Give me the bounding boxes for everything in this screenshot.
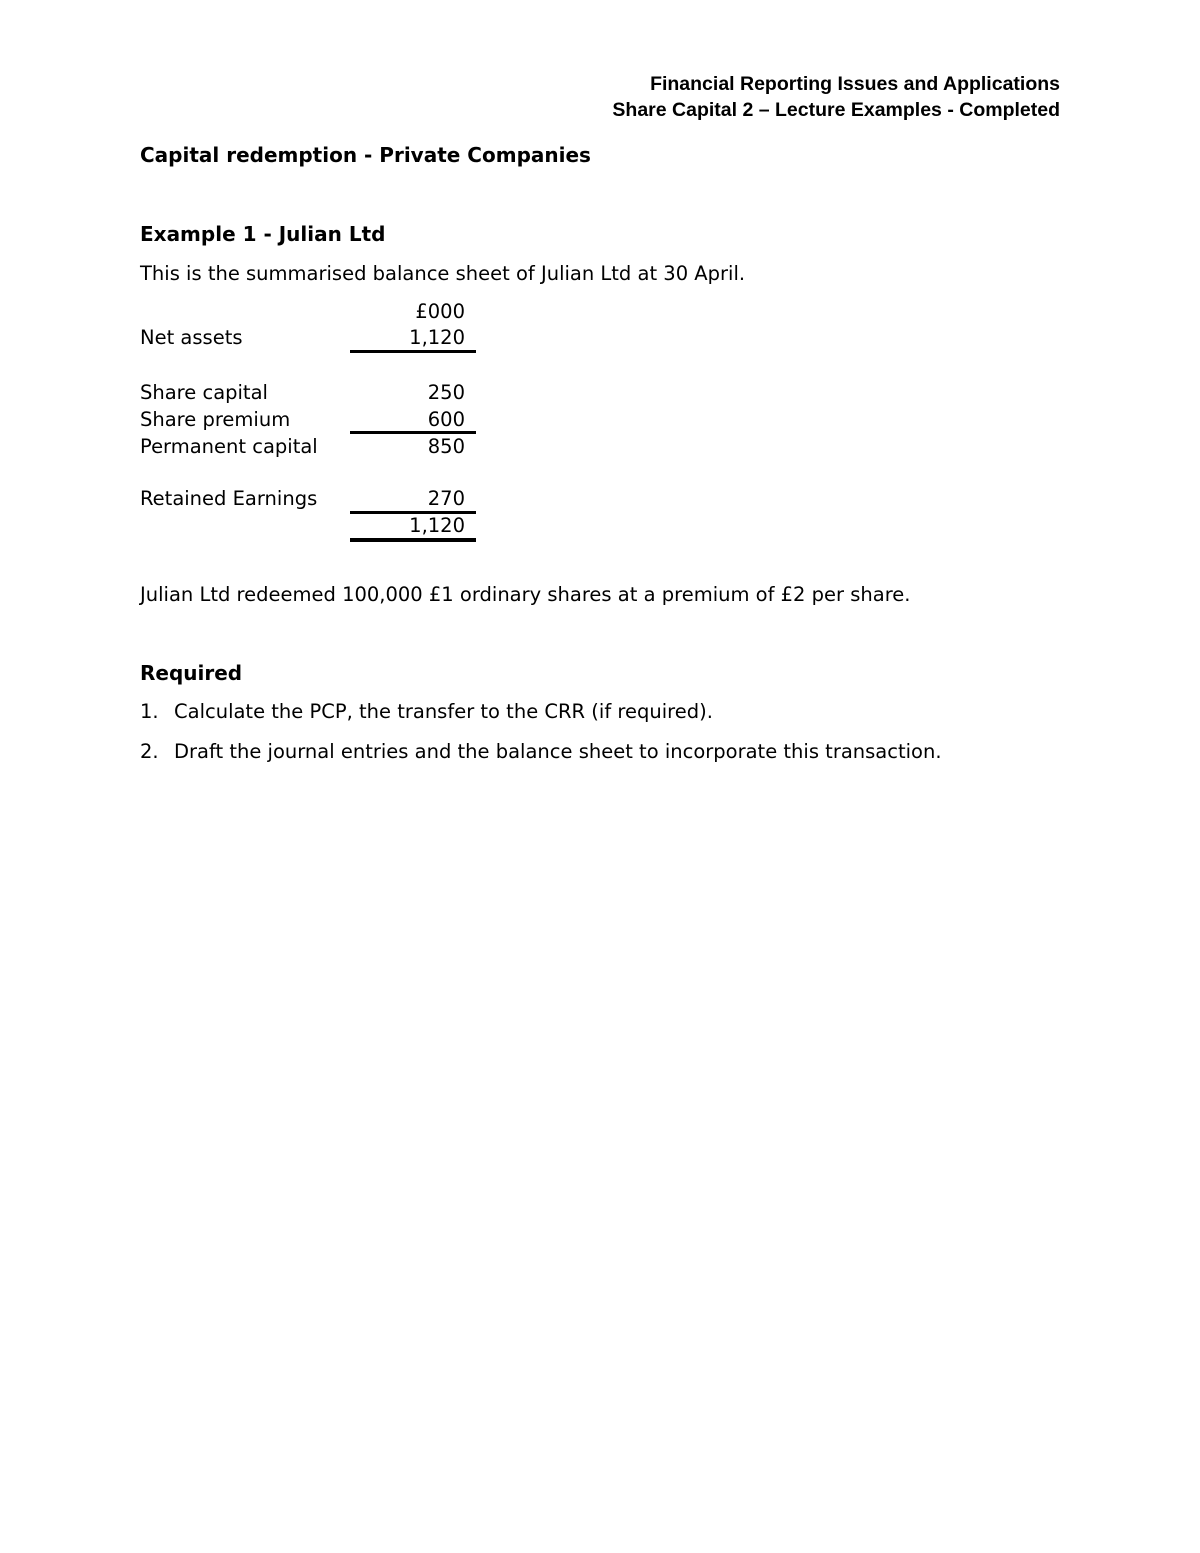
underline-rule	[350, 350, 476, 353]
row-label: Net assets	[140, 326, 243, 349]
row-label: Permanent capital	[140, 435, 318, 458]
balance-sheet-row-share-premium	[140, 407, 480, 433]
document-subtitle: Share Capital 2 – Lecture Examples - Completed	[612, 99, 1060, 121]
course-title: Financial Reporting Issues and Applications	[650, 73, 1060, 95]
double-underline-rule	[350, 538, 476, 542]
transaction-description: Julian Ltd redeemed 100,000 £1 ordinary shares at a premium of £2 per share.	[140, 583, 911, 606]
row-value: 600	[427, 408, 465, 431]
row-value: 1,120	[409, 514, 465, 537]
page-header	[612, 71, 1060, 123]
balance-sheet-row-share-capital	[140, 380, 480, 406]
row-label: Share capital	[140, 381, 268, 404]
item-text: Draft the journal entries and the balance sheet to incorporate this transaction.	[174, 740, 942, 763]
row-value: 850	[427, 435, 465, 458]
balance-sheet-row-net-assets	[140, 325, 480, 351]
unit-header: £000	[415, 300, 465, 323]
example-title: Example 1 - Julian Ltd	[140, 222, 386, 246]
row-value: 250	[427, 381, 465, 404]
section-title: Capital redemption - Private Companies	[140, 143, 591, 167]
required-item	[140, 698, 713, 726]
row-label: Retained Earnings	[140, 487, 318, 510]
item-text: Calculate the PCP, the transfer to the CRR (if required).	[174, 700, 713, 723]
balance-sheet-unit-row	[140, 299, 480, 325]
item-number: 2.	[140, 740, 159, 763]
row-value: 1,120	[409, 326, 465, 349]
balance-sheet-row-total	[140, 513, 480, 539]
row-value: 270	[427, 487, 465, 510]
balance-sheet-row-retained-earnings	[140, 486, 480, 512]
item-number: 1.	[140, 700, 159, 723]
example-intro: This is the summarised balance sheet of Julian Ltd at 30 April.	[140, 262, 746, 285]
required-item	[140, 738, 942, 766]
row-label: Share premium	[140, 408, 291, 431]
required-heading: Required	[140, 661, 243, 685]
balance-sheet-row-permanent-capital	[140, 434, 480, 460]
